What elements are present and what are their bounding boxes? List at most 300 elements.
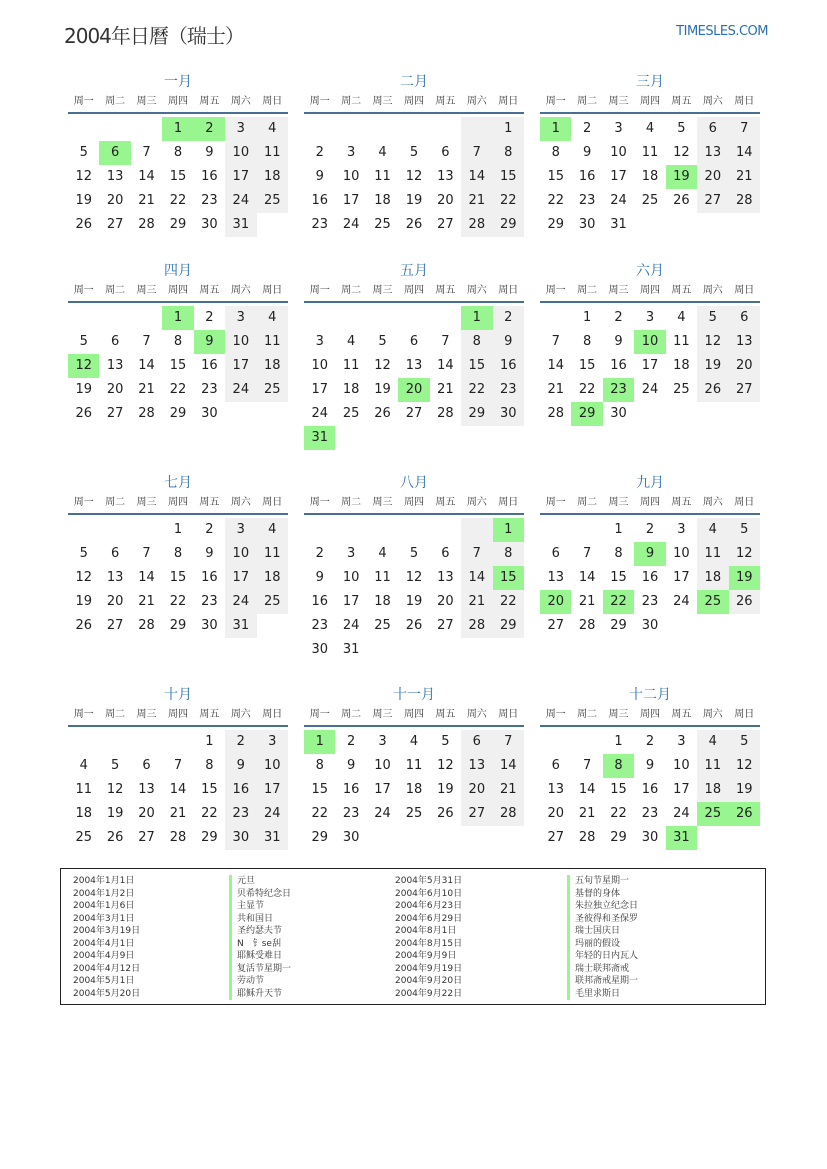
day-cell[interactable]: 11 [374,169,391,184]
day-cell[interactable]: 5 [409,546,419,561]
day-cell[interactable]: 12 [374,358,391,373]
day-cell[interactable]: 7 [142,334,151,349]
day-cell[interactable]: 24 [342,217,360,232]
day-cell[interactable]: 15 [169,169,187,184]
day-cell[interactable]: 17 [610,169,627,184]
day-cell[interactable]: 23 [311,217,328,232]
day-cell[interactable]: 16 [225,778,256,802]
day-cell[interactable]: 9 [346,758,356,773]
holiday-day-cell[interactable]: 1 [540,117,571,141]
day-cell[interactable]: 3 [645,310,655,325]
day-cell[interactable]: 1 [614,734,623,749]
day-cell[interactable]: 26 [729,590,760,614]
day-cell[interactable]: 5 [79,145,88,160]
day-cell[interactable]: 2 [346,734,356,749]
day-cell[interactable]: 12 [405,169,423,184]
day-cell[interactable]: 5 [110,758,120,773]
day-cell[interactable]: 6 [551,546,560,561]
day-cell[interactable]: 1 [173,522,183,537]
day-cell[interactable]: 24 [225,378,256,402]
day-cell[interactable]: 21 [578,594,596,609]
day-cell[interactable]: 20 [106,193,124,208]
day-cell[interactable]: 29 [201,830,218,845]
day-cell[interactable]: 10 [257,754,288,778]
day-cell[interactable]: 13 [106,169,124,184]
holiday-day-cell[interactable]: 6 [99,141,130,165]
day-cell[interactable]: 15 [578,358,596,373]
day-cell[interactable]: 30 [342,830,360,845]
day-cell[interactable]: 31 [225,213,256,237]
day-cell[interactable]: 21 [138,594,155,609]
day-cell[interactable]: 6 [729,306,760,330]
day-cell[interactable]: 19 [729,778,760,802]
day-cell[interactable]: 28 [169,830,187,845]
day-cell[interactable]: 27 [106,217,124,232]
day-cell[interactable]: 27 [106,406,124,421]
holiday-day-cell[interactable]: 12 [68,354,99,378]
day-cell[interactable]: 11 [697,754,728,778]
day-cell[interactable]: 25 [374,217,391,232]
day-cell[interactable]: 23 [225,802,256,826]
day-cell[interactable]: 2 [315,145,324,160]
day-cell[interactable]: 11 [257,141,288,165]
day-cell[interactable]: 8 [551,145,560,160]
day-cell[interactable]: 13 [437,570,454,585]
day-cell[interactable]: 27 [547,618,564,633]
day-cell[interactable]: 13 [405,358,423,373]
day-cell[interactable]: 25 [405,806,423,821]
day-cell[interactable]: 10 [673,546,690,561]
holiday-day-cell[interactable]: 9 [194,330,225,354]
day-cell[interactable]: 27 [405,406,423,421]
day-cell[interactable]: 31 [342,642,360,657]
day-cell[interactable]: 15 [169,358,187,373]
brand-logo-text[interactable]: TIMESLES.COM [676,24,768,39]
day-cell[interactable]: 1 [582,310,592,325]
day-cell[interactable]: 11 [405,758,423,773]
day-cell[interactable]: 28 [138,406,155,421]
day-cell[interactable]: 28 [729,189,760,213]
day-cell[interactable]: 18 [342,382,360,397]
day-cell[interactable]: 1 [614,522,623,537]
day-cell[interactable]: 31 [257,826,288,850]
holiday-day-cell[interactable]: 19 [729,566,760,590]
holiday-day-cell[interactable]: 26 [729,802,760,826]
day-cell[interactable]: 7 [551,334,560,349]
day-cell[interactable]: 19 [697,354,728,378]
day-cell[interactable]: 30 [641,830,659,845]
day-cell[interactable]: 19 [405,594,423,609]
day-cell[interactable]: 27 [547,830,564,845]
holiday-day-cell[interactable]: 25 [697,802,728,826]
day-cell[interactable]: 30 [311,642,328,657]
day-cell[interactable]: 17 [225,165,256,189]
day-cell[interactable]: 19 [106,806,124,821]
day-cell[interactable]: 16 [201,570,218,585]
day-cell[interactable]: 30 [201,406,218,421]
day-cell[interactable]: 2 [205,522,214,537]
day-cell[interactable]: 29 [461,402,492,426]
day-cell[interactable]: 11 [374,570,391,585]
day-cell[interactable]: 29 [610,618,627,633]
day-cell[interactable]: 19 [75,382,92,397]
day-cell[interactable]: 18 [697,778,728,802]
day-cell[interactable]: 24 [673,594,690,609]
day-cell[interactable]: 5 [729,730,760,754]
day-cell[interactable]: 28 [493,802,524,826]
day-cell[interactable]: 17 [342,594,360,609]
holiday-day-cell[interactable]: 1 [493,518,524,542]
day-cell[interactable]: 3 [315,334,324,349]
day-cell[interactable]: 12 [729,754,760,778]
day-cell[interactable]: 11 [673,334,690,349]
day-cell[interactable]: 30 [201,618,218,633]
day-cell[interactable]: 9 [645,758,655,773]
holiday-day-cell[interactable]: 22 [603,590,634,614]
day-cell[interactable]: 27 [106,618,124,633]
day-cell[interactable]: 30 [493,402,524,426]
day-cell[interactable]: 26 [437,806,454,821]
day-cell[interactable]: 27 [697,189,728,213]
day-cell[interactable]: 28 [461,213,492,237]
day-cell[interactable]: 22 [493,590,524,614]
day-cell[interactable]: 22 [610,806,627,821]
day-cell[interactable]: 12 [673,145,690,160]
holiday-day-cell[interactable]: 29 [571,402,602,426]
day-cell[interactable]: 21 [547,382,564,397]
day-cell[interactable]: 27 [138,830,155,845]
day-cell[interactable]: 20 [106,382,124,397]
day-cell[interactable]: 10 [225,330,256,354]
day-cell[interactable]: 13 [437,169,454,184]
day-cell[interactable]: 3 [677,734,686,749]
day-cell[interactable]: 18 [374,193,391,208]
day-cell[interactable]: 9 [614,334,623,349]
day-cell[interactable]: 7 [582,546,592,561]
day-cell[interactable]: 14 [578,782,596,797]
day-cell[interactable]: 14 [578,570,596,585]
day-cell[interactable]: 8 [493,141,524,165]
day-cell[interactable]: 24 [225,590,256,614]
day-cell[interactable]: 13 [547,570,564,585]
day-cell[interactable]: 16 [641,782,659,797]
holiday-day-cell[interactable]: 1 [304,730,335,754]
day-cell[interactable]: 29 [610,830,627,845]
day-cell[interactable]: 26 [697,378,728,402]
day-cell[interactable]: 3 [378,734,387,749]
day-cell[interactable]: 10 [673,758,690,773]
day-cell[interactable]: 4 [79,758,88,773]
day-cell[interactable]: 21 [437,382,454,397]
day-cell[interactable]: 11 [697,542,728,566]
day-cell[interactable]: 20 [437,594,454,609]
day-cell[interactable]: 26 [673,193,690,208]
day-cell[interactable]: 16 [342,782,360,797]
day-cell[interactable]: 8 [614,546,623,561]
day-cell[interactable]: 5 [79,334,88,349]
day-cell[interactable]: 17 [641,358,659,373]
day-cell[interactable]: 3 [346,145,356,160]
day-cell[interactable]: 25 [673,382,690,397]
day-cell[interactable]: 6 [409,334,419,349]
day-cell[interactable]: 4 [677,310,686,325]
day-cell[interactable]: 15 [610,570,627,585]
day-cell[interactable]: 17 [342,193,360,208]
day-cell[interactable]: 10 [342,169,360,184]
day-cell[interactable]: 23 [201,193,218,208]
day-cell[interactable]: 3 [346,546,356,561]
day-cell[interactable]: 18 [673,358,690,373]
day-cell[interactable]: 4 [257,306,288,330]
day-cell[interactable]: 4 [378,145,387,160]
day-cell[interactable]: 7 [493,730,524,754]
day-cell[interactable]: 27 [437,217,454,232]
day-cell[interactable]: 14 [138,358,155,373]
day-cell[interactable]: 6 [551,758,560,773]
day-cell[interactable]: 29 [311,830,328,845]
day-cell[interactable]: 19 [405,193,423,208]
day-cell[interactable]: 26 [75,217,92,232]
day-cell[interactable]: 6 [110,546,120,561]
day-cell[interactable]: 9 [582,145,592,160]
day-cell[interactable]: 29 [169,406,187,421]
day-cell[interactable]: 18 [75,806,92,821]
day-cell[interactable]: 21 [461,189,492,213]
holiday-day-cell[interactable]: 20 [540,590,571,614]
day-cell[interactable]: 21 [138,193,155,208]
day-cell[interactable]: 2 [205,310,214,325]
day-cell[interactable]: 8 [173,334,183,349]
day-cell[interactable]: 30 [578,217,596,232]
day-cell[interactable]: 27 [437,618,454,633]
day-cell[interactable]: 2 [493,306,524,330]
day-cell[interactable]: 12 [75,169,92,184]
day-cell[interactable]: 5 [79,546,88,561]
day-cell[interactable]: 10 [311,358,328,373]
day-cell[interactable]: 7 [142,546,151,561]
day-cell[interactable]: 30 [610,406,627,421]
day-cell[interactable]: 23 [578,193,596,208]
day-cell[interactable]: 24 [225,189,256,213]
day-cell[interactable]: 4 [409,734,419,749]
day-cell[interactable]: 9 [225,754,256,778]
day-cell[interactable]: 9 [493,330,524,354]
day-cell[interactable]: 11 [75,782,92,797]
day-cell[interactable]: 24 [342,618,360,633]
day-cell[interactable]: 18 [641,169,659,184]
day-cell[interactable]: 21 [461,590,492,614]
day-cell[interactable]: 20 [138,806,155,821]
day-cell[interactable]: 10 [342,570,360,585]
day-cell[interactable]: 27 [729,378,760,402]
day-cell[interactable]: 11 [257,330,288,354]
day-cell[interactable]: 23 [641,594,659,609]
day-cell[interactable]: 15 [169,570,187,585]
day-cell[interactable]: 14 [461,566,492,590]
holiday-day-cell[interactable]: 1 [162,117,193,141]
day-cell[interactable]: 17 [225,354,256,378]
day-cell[interactable]: 10 [610,145,627,160]
day-cell[interactable]: 16 [201,358,218,373]
day-cell[interactable]: 29 [169,618,187,633]
day-cell[interactable]: 14 [547,358,564,373]
day-cell[interactable]: 13 [697,141,728,165]
day-cell[interactable]: 8 [205,758,214,773]
day-cell[interactable]: 20 [437,193,454,208]
day-cell[interactable]: 20 [729,354,760,378]
day-cell[interactable]: 22 [578,382,596,397]
day-cell[interactable]: 25 [342,406,360,421]
day-cell[interactable]: 28 [578,618,596,633]
day-cell[interactable]: 22 [201,806,218,821]
day-cell[interactable]: 25 [257,378,288,402]
holiday-day-cell[interactable]: 10 [634,330,665,354]
day-cell[interactable]: 2 [315,546,324,561]
holiday-day-cell[interactable]: 20 [398,378,429,402]
day-cell[interactable]: 17 [673,570,690,585]
day-cell[interactable]: 17 [225,566,256,590]
holiday-day-cell[interactable]: 1 [162,306,193,330]
day-cell[interactable]: 9 [205,546,214,561]
day-cell[interactable]: 13 [729,330,760,354]
day-cell[interactable]: 23 [641,806,659,821]
day-cell[interactable]: 28 [138,217,155,232]
day-cell[interactable]: 4 [257,117,288,141]
day-cell[interactable]: 29 [493,213,524,237]
day-cell[interactable]: 2 [614,310,623,325]
day-cell[interactable]: 20 [547,806,564,821]
day-cell[interactable]: 3 [225,518,256,542]
day-cell[interactable]: 16 [311,193,328,208]
holiday-day-cell[interactable]: 15 [493,566,524,590]
day-cell[interactable]: 15 [547,169,564,184]
day-cell[interactable]: 4 [645,121,655,136]
day-cell[interactable]: 14 [461,165,492,189]
day-cell[interactable]: 23 [201,594,218,609]
day-cell[interactable]: 28 [578,830,596,845]
day-cell[interactable]: 19 [437,782,454,797]
day-cell[interactable]: 5 [378,334,387,349]
day-cell[interactable]: 16 [493,354,524,378]
day-cell[interactable]: 16 [578,169,596,184]
day-cell[interactable]: 23 [311,618,328,633]
day-cell[interactable]: 11 [342,358,360,373]
holiday-day-cell[interactable]: 19 [666,165,697,189]
day-cell[interactable]: 18 [257,165,288,189]
day-cell[interactable]: 26 [374,406,391,421]
day-cell[interactable]: 18 [697,566,728,590]
day-cell[interactable]: 26 [405,618,423,633]
day-cell[interactable]: 20 [106,594,124,609]
day-cell[interactable]: 1 [493,117,524,141]
day-cell[interactable]: 22 [169,193,187,208]
day-cell[interactable]: 12 [75,570,92,585]
day-cell[interactable]: 17 [311,382,328,397]
day-cell[interactable]: 12 [437,758,454,773]
day-cell[interactable]: 7 [142,145,151,160]
holiday-day-cell[interactable]: 2 [194,117,225,141]
holiday-day-cell[interactable]: 31 [666,826,697,850]
day-cell[interactable]: 12 [697,330,728,354]
day-cell[interactable]: 14 [169,782,187,797]
day-cell[interactable]: 7 [461,542,492,566]
day-cell[interactable]: 4 [697,730,728,754]
day-cell[interactable]: 25 [374,618,391,633]
day-cell[interactable]: 26 [405,217,423,232]
day-cell[interactable]: 10 [225,141,256,165]
day-cell[interactable]: 5 [409,145,419,160]
day-cell[interactable]: 10 [374,758,391,773]
day-cell[interactable]: 18 [257,566,288,590]
day-cell[interactable]: 28 [547,406,564,421]
day-cell[interactable]: 31 [610,217,627,232]
day-cell[interactable]: 26 [106,830,124,845]
day-cell[interactable]: 7 [173,758,183,773]
day-cell[interactable]: 6 [441,145,450,160]
day-cell[interactable]: 10 [225,542,256,566]
day-cell[interactable]: 24 [311,406,328,421]
day-cell[interactable]: 6 [110,334,120,349]
day-cell[interactable]: 24 [673,806,690,821]
day-cell[interactable]: 31 [225,614,256,638]
day-cell[interactable]: 2 [582,121,592,136]
day-cell[interactable]: 30 [225,826,256,850]
day-cell[interactable]: 15 [461,354,492,378]
day-cell[interactable]: 26 [75,406,92,421]
day-cell[interactable]: 21 [729,165,760,189]
day-cell[interactable]: 9 [315,570,324,585]
day-cell[interactable]: 3 [614,121,623,136]
day-cell[interactable]: 3 [225,117,256,141]
day-cell[interactable]: 30 [641,618,659,633]
day-cell[interactable]: 6 [461,730,492,754]
day-cell[interactable]: 16 [641,570,659,585]
day-cell[interactable]: 17 [257,778,288,802]
day-cell[interactable]: 26 [75,618,92,633]
day-cell[interactable]: 5 [441,734,450,749]
day-cell[interactable]: 29 [169,217,187,232]
day-cell[interactable]: 8 [173,145,183,160]
day-cell[interactable]: 20 [461,778,492,802]
day-cell[interactable]: 5 [677,121,686,136]
day-cell[interactable]: 23 [201,382,218,397]
day-cell[interactable]: 28 [461,614,492,638]
day-cell[interactable]: 14 [437,358,454,373]
day-cell[interactable]: 8 [493,542,524,566]
day-cell[interactable]: 19 [75,594,92,609]
day-cell[interactable]: 2 [225,730,256,754]
day-cell[interactable]: 1 [205,734,214,749]
day-cell[interactable]: 8 [173,546,183,561]
day-cell[interactable]: 9 [315,169,324,184]
day-cell[interactable]: 8 [582,334,592,349]
day-cell[interactable]: 5 [729,518,760,542]
day-cell[interactable]: 19 [374,382,391,397]
day-cell[interactable]: 12 [405,570,423,585]
day-cell[interactable]: 18 [257,354,288,378]
day-cell[interactable]: 25 [257,189,288,213]
holiday-day-cell[interactable]: 25 [697,590,728,614]
day-cell[interactable]: 13 [106,358,124,373]
day-cell[interactable]: 15 [610,782,627,797]
day-cell[interactable]: 2 [645,734,655,749]
day-cell[interactable]: 15 [493,165,524,189]
day-cell[interactable]: 6 [142,758,151,773]
day-cell[interactable]: 13 [547,782,564,797]
day-cell[interactable]: 21 [169,806,187,821]
day-cell[interactable]: 3 [225,306,256,330]
day-cell[interactable]: 22 [547,193,564,208]
